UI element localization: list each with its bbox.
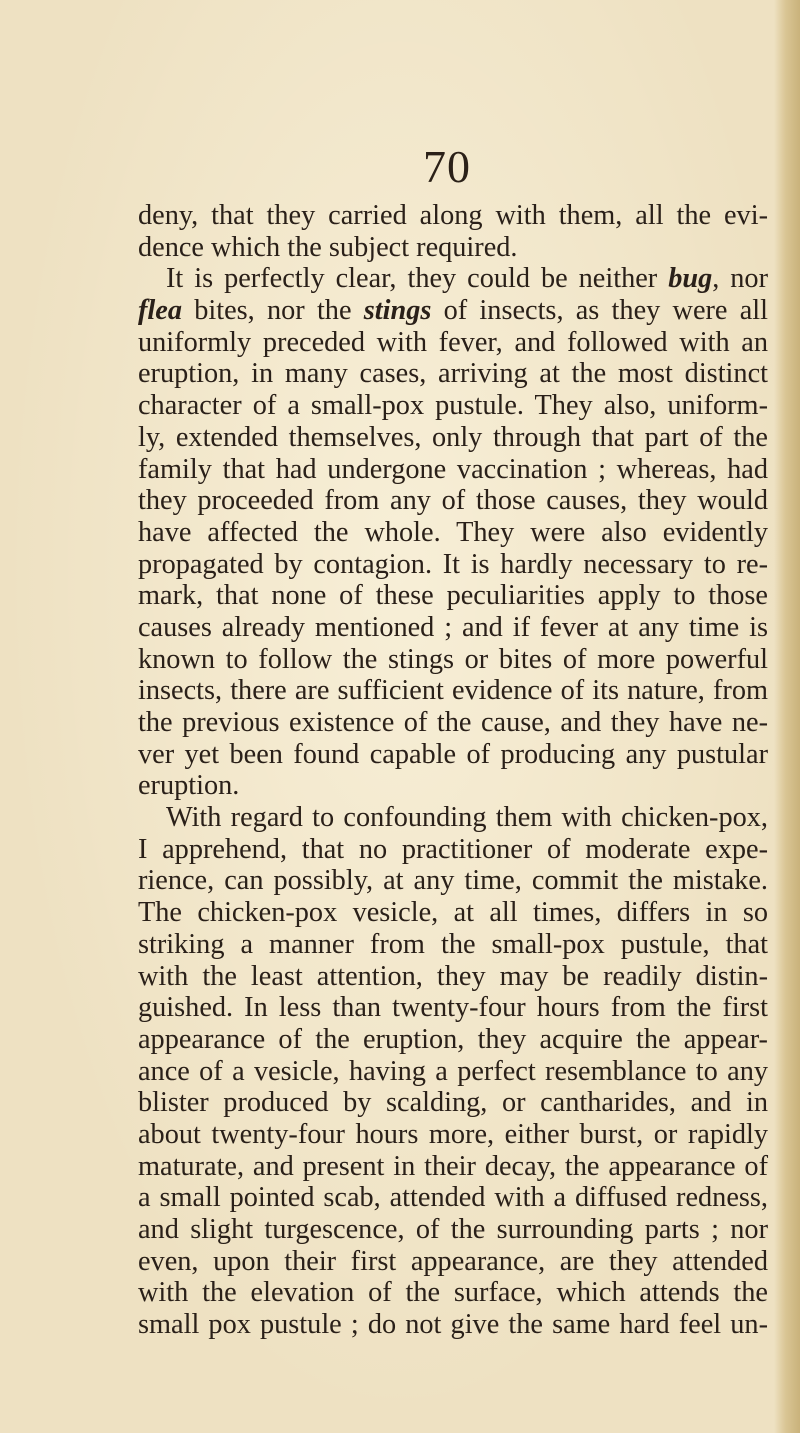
text-segment: It is perfectly clear, they could be neither bbox=[166, 263, 669, 295]
text-line: known to follow the stings or bites of more powerful bbox=[138, 643, 768, 675]
text-line: with the least attention, they may be readily distin- bbox=[138, 960, 768, 992]
italic-word: stings bbox=[363, 295, 432, 327]
text-line: I apprehend, that no practitioner of moderate expe- bbox=[138, 833, 768, 865]
text-segment: bites, nor the bbox=[182, 295, 364, 327]
text-line bbox=[138, 295, 768, 327]
text-segment: , nor bbox=[712, 263, 768, 295]
text-line: guished. In less than twenty-four hours from the first bbox=[138, 992, 768, 1024]
body-text bbox=[138, 200, 768, 1341]
text-line: ance of a vesicle, having a perfect resemblance to any bbox=[138, 1055, 768, 1087]
text-line: and slight turgescence, of the surrounding parts ; nor bbox=[138, 1214, 768, 1245]
text-line: a small pointed scab, attended with a diffused redness, bbox=[138, 1182, 768, 1214]
page-number: 70 bbox=[423, 141, 471, 192]
text-line: deny, that they carried along with them, all the evi- bbox=[138, 200, 768, 231]
text-line: With regard to confounding them with chicken-pox, bbox=[166, 802, 768, 834]
italic-word: bug bbox=[668, 263, 713, 295]
text-line: maturate, and present in their decay, the appearance of bbox=[138, 1150, 768, 1182]
text-line: ly, extended themselves, only through that part of the bbox=[138, 421, 768, 453]
text-line: dence which the subject required. bbox=[138, 231, 518, 263]
text-line: causes already mentioned ; and if fever at any time is bbox=[138, 611, 768, 643]
page-edge bbox=[774, 0, 800, 1433]
text-segment: of insects, as they were all bbox=[431, 295, 769, 327]
text-line: small pox pustule ; do not give the same hard feel un- bbox=[138, 1309, 768, 1341]
text-line: ver yet been found capable of producing any pustular bbox=[138, 738, 768, 770]
text-line: eruption. bbox=[138, 770, 240, 802]
text-line: eruption, in many cases, arriving at the most distinct bbox=[138, 358, 768, 390]
text-line: they proceeded from any of those causes, they would bbox=[138, 485, 768, 517]
text-line: rience, can possibly, at any time, commit the mistake. bbox=[138, 865, 768, 897]
text-line: about twenty-four hours more, either burst, or rapidly bbox=[138, 1118, 768, 1150]
text-line: even, upon their first appearance, are they attended bbox=[138, 1245, 768, 1277]
text-line: have affected the whole. They were also evidently bbox=[138, 516, 768, 548]
text-line: striking a manner from the small-pox pustule, that bbox=[138, 928, 768, 960]
text-line: uniformly preceded with fever, and followed with an bbox=[138, 326, 768, 358]
text-line: family that had undergone vaccination ; whereas, had bbox=[138, 453, 768, 485]
text-line: The chicken-pox vesicle, at all times, differs in so bbox=[138, 897, 768, 929]
text-line: character of a small-pox pustule. They also, uniform- bbox=[138, 390, 768, 422]
text-line: appearance of the eruption, they acquire the appear- bbox=[138, 1023, 768, 1055]
text-line: insects, there are sufficient evidence of its nature, from bbox=[138, 675, 768, 707]
text-line: blister produced by scalding, or cantharides, and in bbox=[138, 1087, 768, 1119]
text-line bbox=[138, 263, 768, 295]
text-line: propagated by contagion. It is hardly necessary to re- bbox=[138, 548, 768, 580]
text-line: with the elevation of the surface, which attends the bbox=[138, 1277, 768, 1309]
text-line: the previous existence of the cause, and they have ne- bbox=[138, 707, 768, 738]
italic-word: flea bbox=[138, 295, 182, 327]
text-line: mark, that none of these peculiarities apply to those bbox=[138, 580, 768, 612]
